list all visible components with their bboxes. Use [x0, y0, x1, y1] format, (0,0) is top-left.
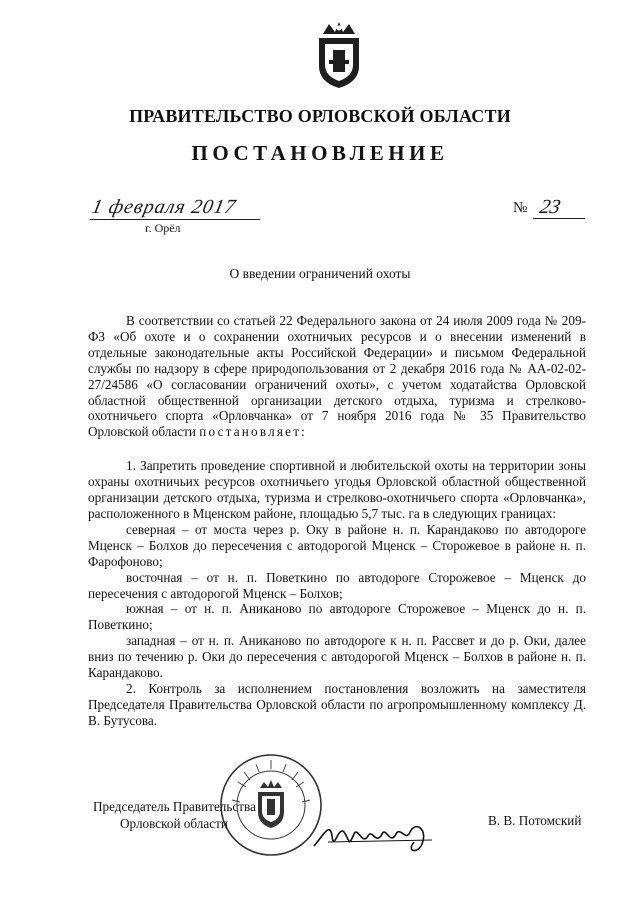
signer-position [93, 798, 256, 832]
border-east: восточная – от н. п. Поветкино по автодороге Сторожевое – Мценск до пересечения с автодорогой Мценск – Болхов; [88, 569, 586, 601]
date-underline [90, 219, 260, 220]
border-south: южная – от н. п. Аниканово по автодороге Сторожевое – Мценск до н. п. Поветкино; [88, 601, 586, 633]
border-west: западная – от н. п. Аниканово по автодороге к н. п. Рассвет и до р. Оки, далее вниз по течению р. Оки до пересечения с автодорогой Мценск – Болхов в районе н. п. Карандаково. [88, 633, 586, 681]
signer-name: В. В. Потомский [488, 813, 582, 828]
document-subject: О введении ограничений охоты [229, 266, 411, 281]
number-underline [533, 218, 585, 219]
preamble-text: В соответствии со статьей 22 Федерального закона от 24 июля 2009 года № 209-ФЗ «Об охоте и о сохранении охотничьих ресурсов и о внесении изменений в отдельные законодательные акты Российской Федерации» и письмом Федеральной службы по надзору в сфере природопользования от 2 декабря 2016 года № АА-02-02-27/24586 «О согласовании ограничений охоты», с учетом ходатайства Орловской областной общественной организации детского отдыха, туризма и стрелково-охотничьего спорта «Орловчанка» от 7 ноября 2016 года № 35 Правительство Орловской области [88, 313, 586, 440]
signer-position-line-2: Орловской области [120, 816, 228, 831]
handwritten-number: 23 [537, 196, 563, 218]
border-north: северная – от моста через р. Оку в районе н. п. Карандаково по автодороге Мценск – Болхов до пересечения с автодорогой Мценск – Сторожевое в районе н. п. Фарофоново; [88, 521, 586, 569]
coat-of-arms-icon [311, 20, 367, 90]
preamble-paragraph [88, 313, 586, 440]
document-type: ПОСТАНОВЛЕНИЕ [191, 141, 449, 165]
handwritten-signature-icon [310, 812, 440, 862]
item-2: 2. Контроль за исполнением постановления возложить на заместителя Председателя Правительства Орловской области по агропромышленному комплексу Д. В. Бутусова. [88, 680, 586, 728]
org-title: ПРАВИТЕЛЬСТВО ОРЛОВСКОЙ ОБЛАСТИ [129, 106, 511, 126]
handwritten-date: 1 февраля 2017 [89, 196, 239, 218]
item-1: 1. Запретить проведение спортивной и любительской охоты на территории зоны охраны охотничьих ресурсов охотничьего угодья Орловской областной общественной организации детского отдыха, туризма и стрелково-охотничьего спорта «Орловчанка», расположенного в Мценском районе, площадью 5,7 тыс. га в следующих границах: [88, 458, 586, 521]
city-label: г. Орёл [145, 221, 181, 235]
decree-word: постановляет: [199, 424, 308, 440]
number-label: № [513, 200, 528, 216]
signer-position-line-1: Председатель Правительства [93, 799, 256, 814]
document-body [88, 313, 586, 729]
